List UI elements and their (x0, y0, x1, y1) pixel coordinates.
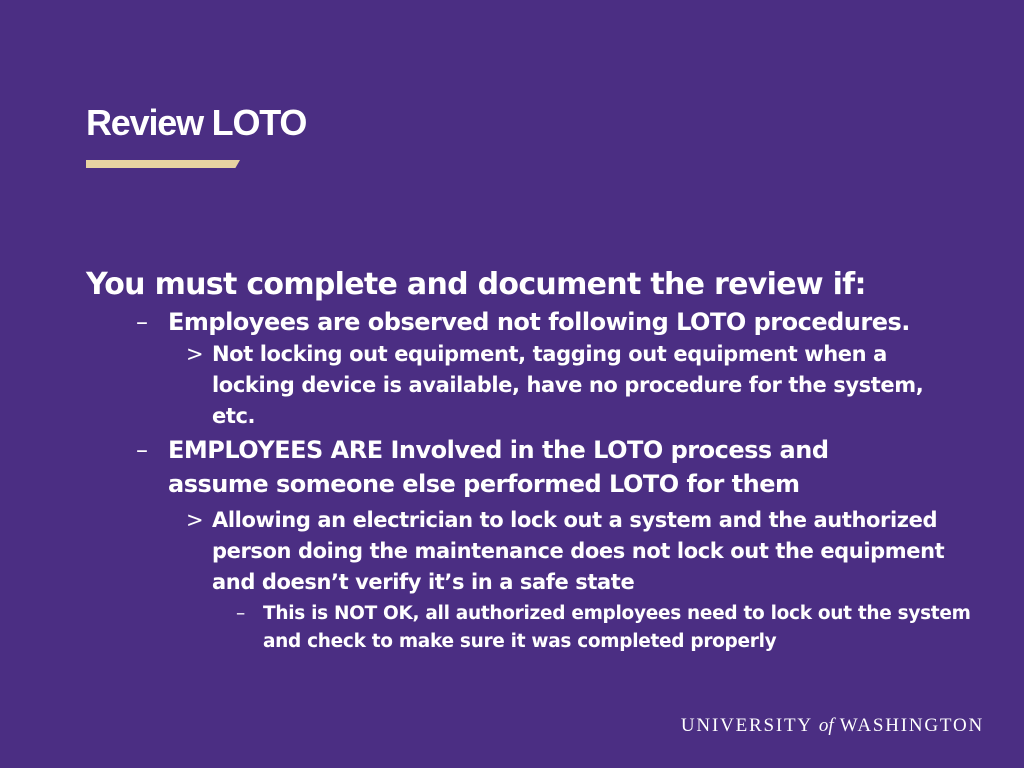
logo-washington: WASHINGTON (839, 715, 984, 736)
bullet-2-sub-text: Allowing an electrician to lock out a system and the authorized person doing the maintenance does not lock out the equipment and doesn’t verify it’s in a safe state (212, 508, 945, 594)
bullet-2 (136, 433, 908, 501)
bullet-1-marker: – (136, 308, 148, 336)
title-underline (86, 160, 240, 168)
bullet-1-sub-text: Not locking out equipment, tagging out equipment when a locking device is available, have no procedure for the system, etc. (212, 342, 924, 428)
bullet-1-sub-marker: > (186, 342, 204, 366)
slide-title: Review LOTO (86, 102, 307, 143)
bullet-1-text: Employees are observed not following LOTO procedures. (168, 308, 910, 336)
bullet-2-marker: – (136, 436, 148, 464)
bullet-2-sub-sub-text: This is NOT OK, all authorized employees need to lock out the system and check to make sure it was completed properly (263, 603, 971, 652)
bullet-1 (136, 305, 986, 339)
bullet-1-sub (186, 339, 972, 432)
bullet-2-sub (186, 505, 987, 598)
logo-university: UNIVERSITY (680, 715, 813, 736)
bullet-2-sub-sub (236, 600, 983, 656)
bullet-2-text: EMPLOYEES ARE Involved in the LOTO process and assume someone else performed LOTO for them (168, 436, 829, 498)
bullet-2-sub-marker: > (186, 508, 204, 532)
logo-of: of (818, 715, 834, 736)
lead-text: You must complete and document the review if: (86, 267, 866, 302)
slide-content (86, 264, 986, 656)
bullet-2-sub-sub-marker: – (236, 603, 245, 624)
university-of-washington-logo (681, 715, 984, 737)
